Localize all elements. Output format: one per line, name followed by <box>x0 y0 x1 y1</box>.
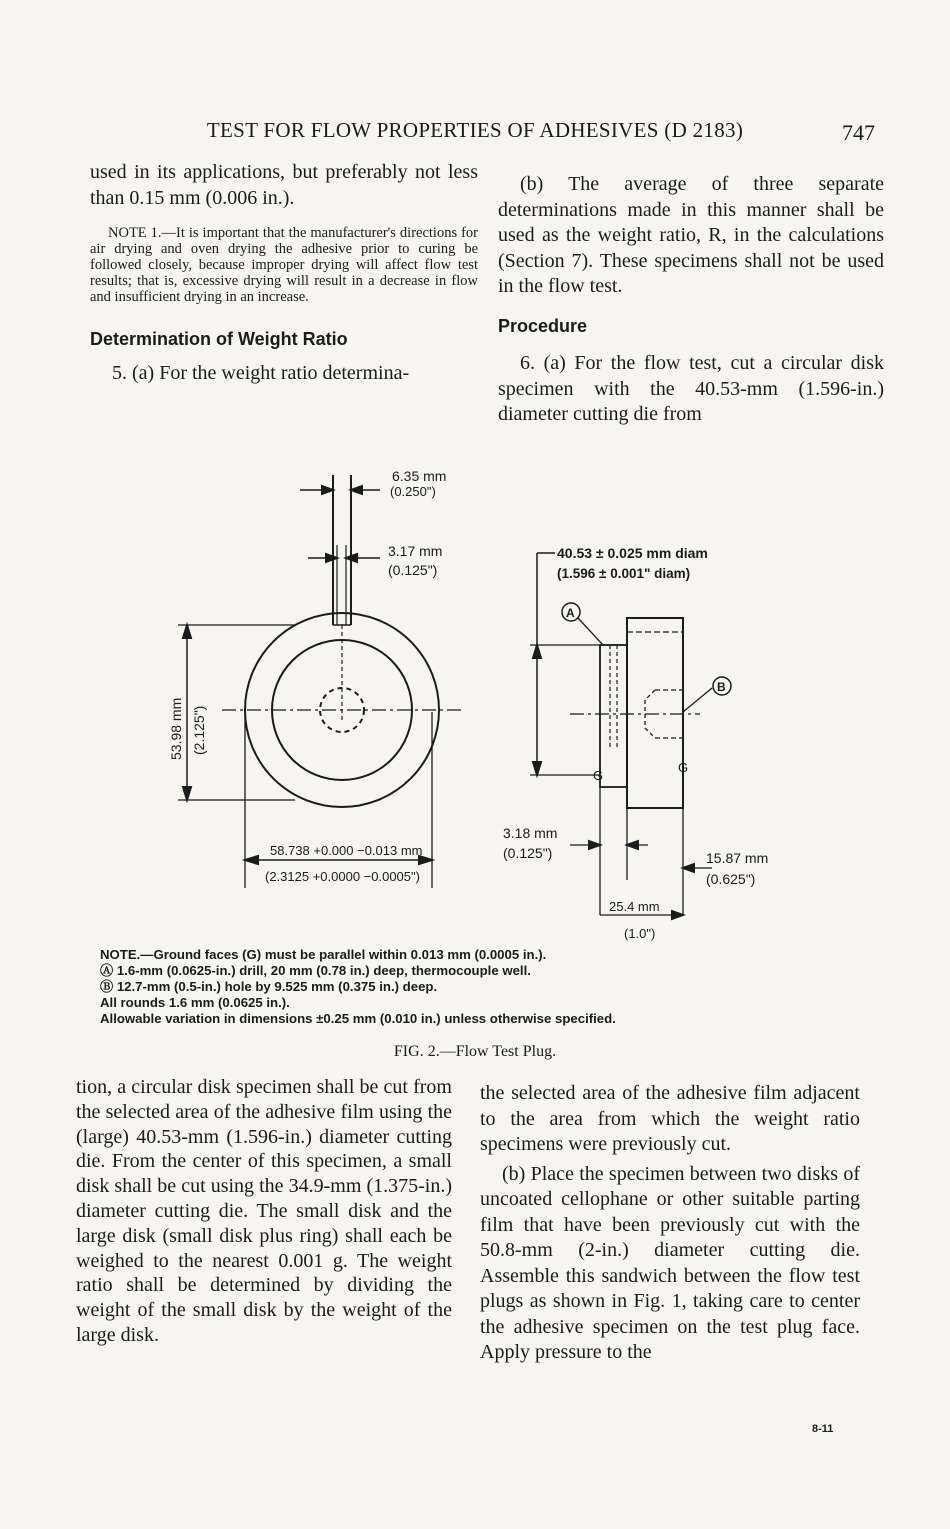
lower-right-column <box>480 1081 860 1366</box>
label-25-4-in: (1.0") <box>624 926 656 941</box>
heading-procedure: Procedure <box>498 315 588 336</box>
flow-test-plug-drawing <box>0 460 950 945</box>
lower-left-column <box>76 1075 452 1348</box>
label-3-17-in: (0.125") <box>388 562 438 578</box>
label-53-98-mm: 53.98 mm <box>168 697 184 760</box>
label-3-17-mm: 3.17 mm <box>388 543 443 559</box>
paragraph-selected-area: the selected area of the adhesive film adjacent to the area from which the weight ratio specimens were previously cut. <box>480 1082 860 1155</box>
paragraph-application-thickness: used in its applications, but preferably not less than 0.15 mm (0.006 in.). <box>90 161 478 209</box>
figure-note-hole: Ⓑ 12.7-mm (0.5-in.) hole by 9.525 mm (0.375 in.) deep. <box>100 979 438 994</box>
figure-notes <box>100 947 860 1027</box>
page-number: 747 <box>842 120 875 145</box>
label-40-53-mm: 40.53 ± 0.025 mm diam <box>557 545 708 561</box>
heading-weight-ratio: Determination of Weight Ratio <box>90 329 348 349</box>
label-6-35-mm: 6.35 mm <box>392 468 447 484</box>
label-15-87-in: (0.625") <box>706 871 756 887</box>
label-3-18-mm: 3.18 mm <box>503 825 558 841</box>
label-2-3125: (2.3125 +0.0000 −0.0005") <box>265 869 420 884</box>
label-40-53-in: (1.596 ± 0.001" diam) <box>557 566 691 581</box>
plug-side-body <box>627 618 683 808</box>
label-25-4-mm: 25.4 mm <box>609 899 660 914</box>
figure-caption: FIG. 2.—Flow Test Plug. <box>393 1043 557 1060</box>
note-1: NOTE 1.—It is important that the manufacturer's directions for air drying and oven drying the adhesive prior to curing be followed closely, because improper drying will affect flow test results; that is, excessive drying will result in a decrease in flow and insufficient drying in an increase. <box>90 225 478 305</box>
marker-b: B <box>717 680 726 694</box>
paragraph-5a: 5. (a) For the weight ratio determina- <box>112 361 410 384</box>
figure-note-ground-faces: NOTE.—Ground faces (G) must be parallel within 0.013 mm (0.0005 in.). <box>100 947 547 962</box>
label-58-738: 58.738 +0.000 −0.013 mm <box>270 843 423 858</box>
plug-side-stem <box>600 645 627 787</box>
label-53-98-in: (2.125") <box>191 705 207 755</box>
paragraph-5b: (b) The average of three separate determinations made in this manner shall be used as the weight ratio, R, in the calculations (Section 7). These specimens shall not be used in the flow test. <box>498 173 884 297</box>
figure-note-rounds: All rounds 1.6 mm (0.0625 in.). <box>100 995 290 1010</box>
page-footer-code: 8-11 <box>812 1423 834 1435</box>
label-3-18-in: (0.125") <box>503 845 553 861</box>
paragraph-6a: 6. (a) For the flow test, cut a circular disk specimen with the 40.53-mm (1.596-in.) diameter cutting die from <box>498 352 884 425</box>
label-6-35-in: (0.250") <box>390 484 436 499</box>
figure-note-variation: Allowable variation in dimensions ±0.25 mm (0.010 in.) unless otherwise specified. <box>100 1011 616 1026</box>
figure-note-drill: Ⓐ 1.6-mm (0.0625-in.) drill, 20 mm (0.78 in.) deep, thermocouple well. <box>100 963 531 978</box>
paragraph-weight-ratio-procedure: tion, a circular disk specimen shall be cut from the selected area of the adhesive film using the (large) 40.53-mm (1.596-in.) diameter cutting die. From the center of this specimen, a small disk shall be cut using the 34.9-mm (1.375-in.) diameter cutting die. The small disk and the large disk (small disk plus ring) shall each be weighed to the nearest 0.001 g. The weight ratio shall be determined by dividing the weight of the small disk by the weight of the large disk. <box>76 1076 452 1346</box>
paragraph-6b: (b) Place the specimen between two disks of uncoated cellophane or other suitable parting film that have been previously cut with the 50.8-mm (2-in.) diameter cutting die. Assemble this sandwich between the flow test plugs as shown in Fig. 1, taking care to center the adhesive specimen on the test plug face. Apply pressure to the <box>480 1162 860 1363</box>
face-g-left: G <box>593 768 604 783</box>
upper-left-column <box>90 160 478 386</box>
label-15-87-mm: 15.87 mm <box>706 850 769 866</box>
face-g-right: G <box>678 760 689 775</box>
upper-right-column <box>498 172 884 428</box>
marker-a: A <box>566 606 575 620</box>
running-header: TEST FOR FLOW PROPERTIES OF ADHESIVES (D 2183) <box>206 118 744 142</box>
